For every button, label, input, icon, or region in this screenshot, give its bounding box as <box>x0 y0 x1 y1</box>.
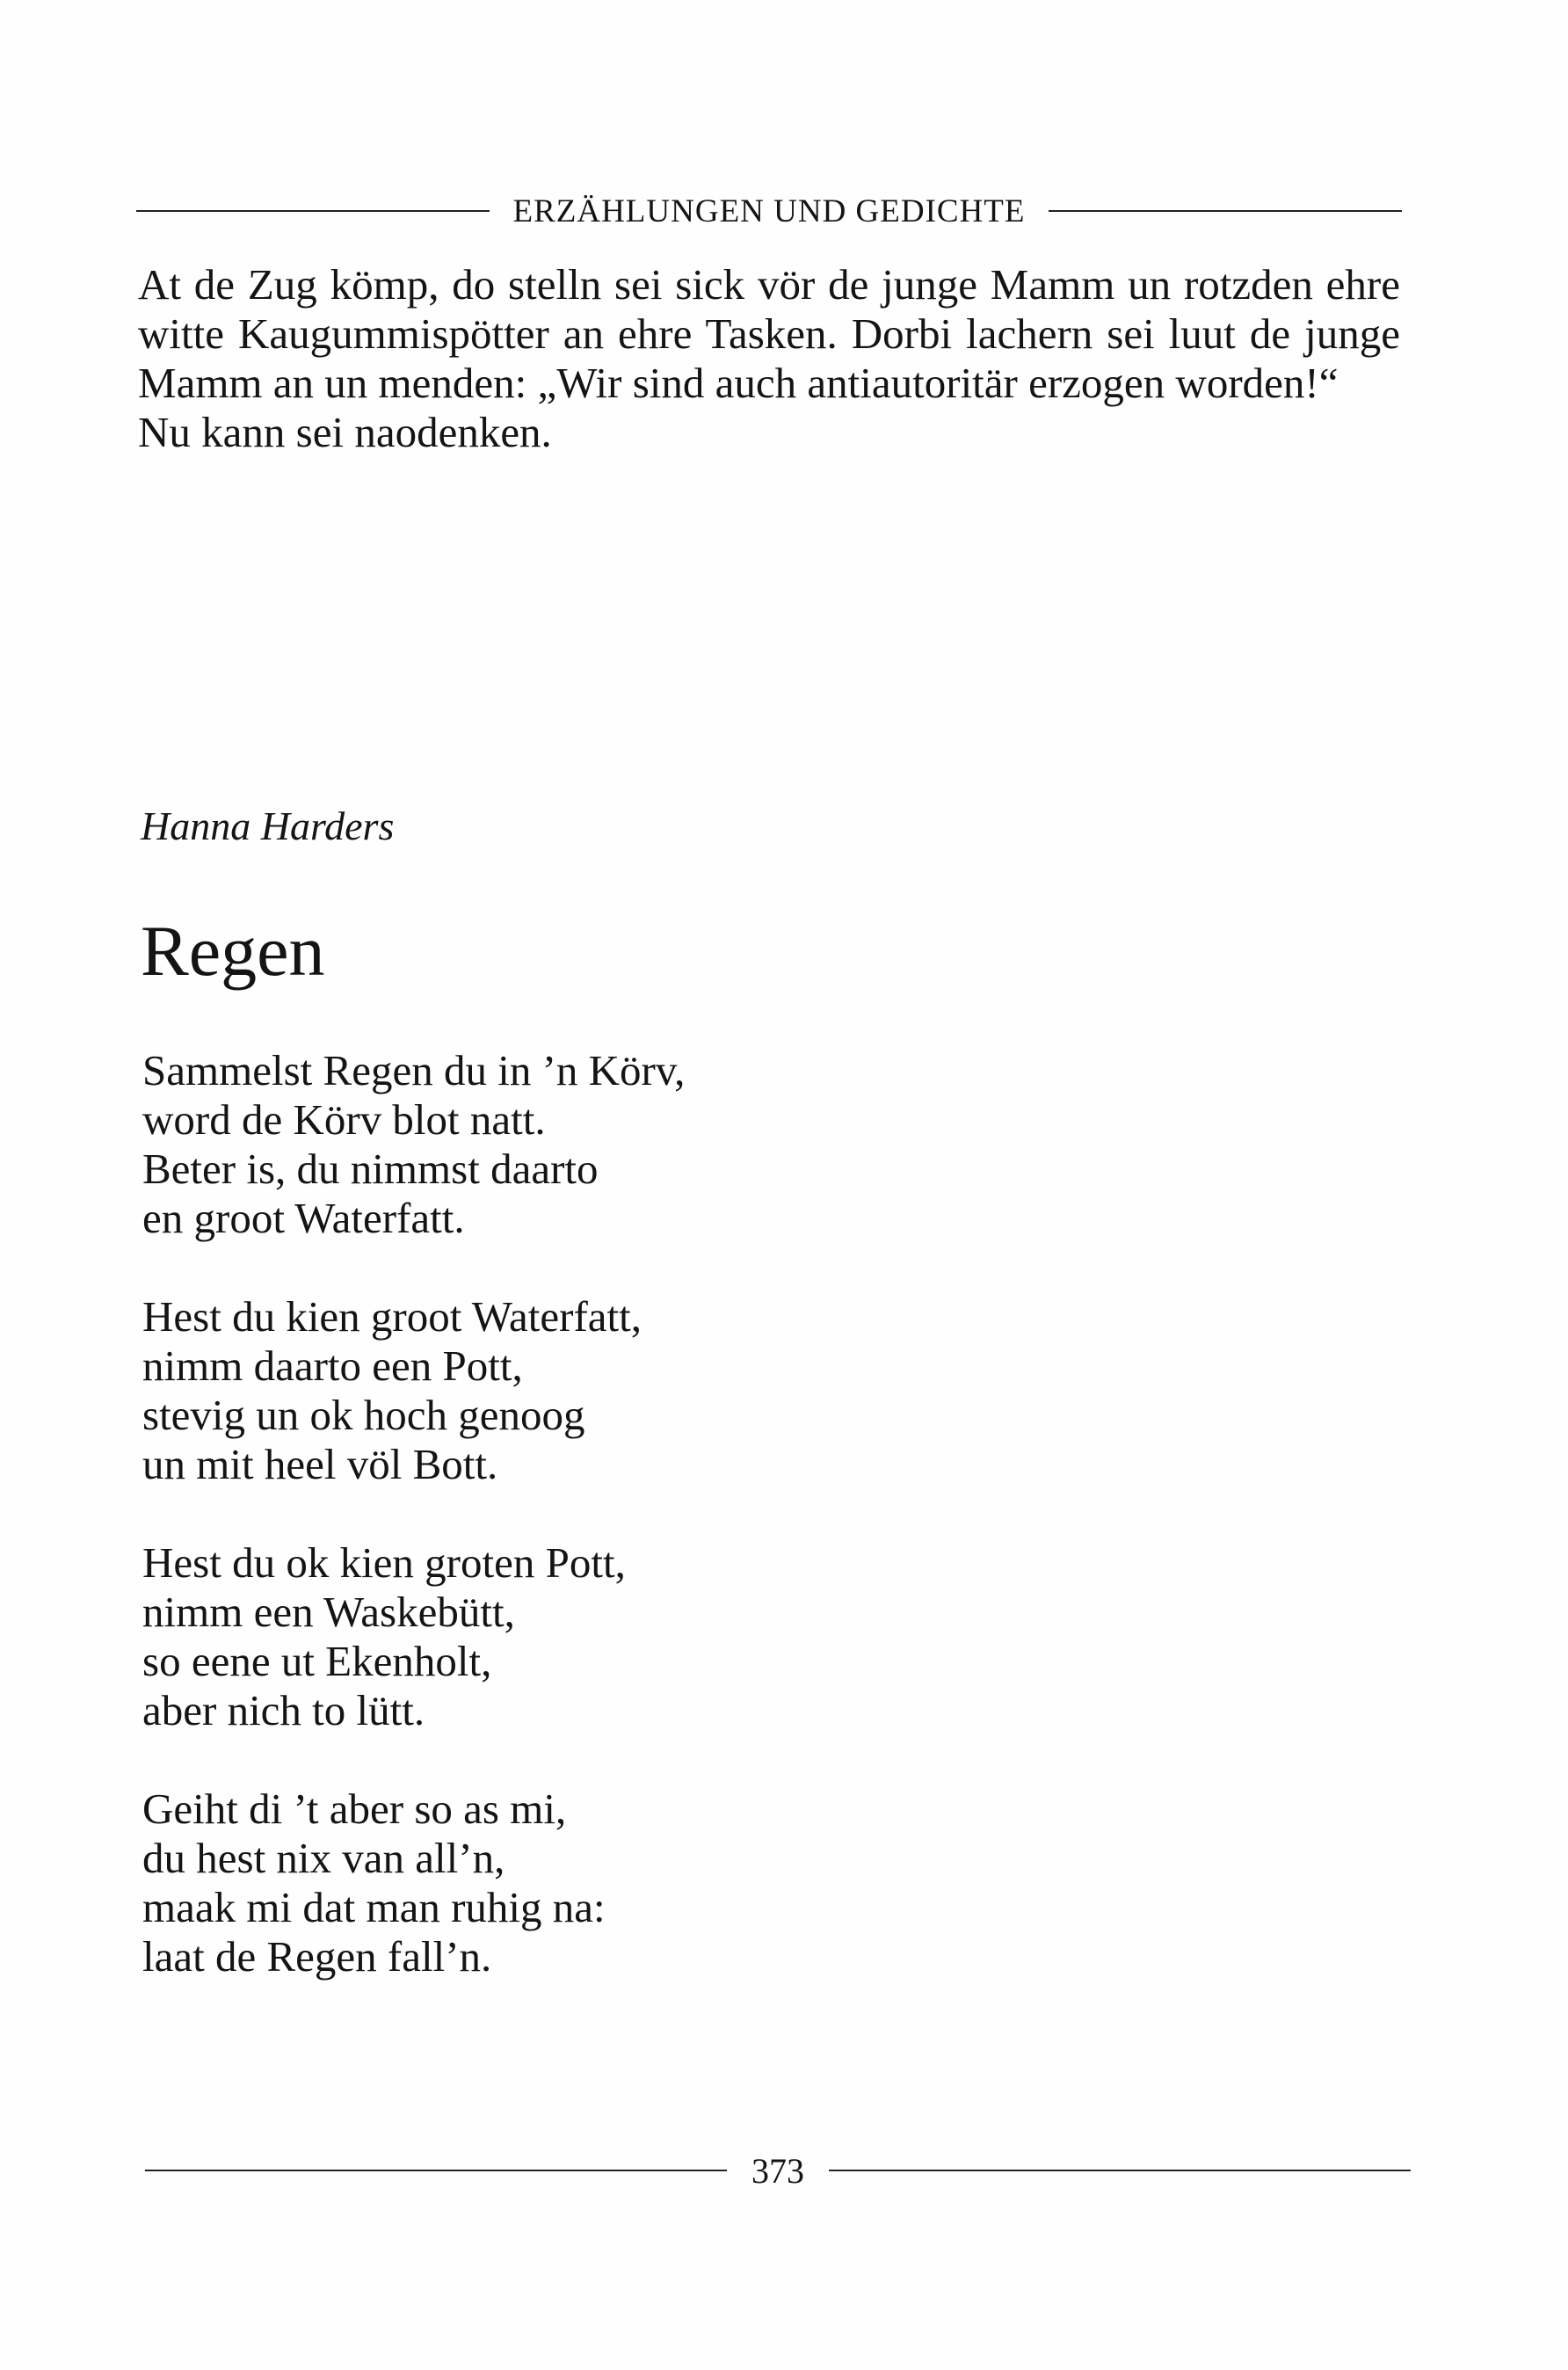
poem-stanza <box>142 1046 685 1243</box>
poem-line: Geiht di ’t aber so as mi, <box>142 1785 567 1833</box>
poem-line: du hest nix van all’n, <box>142 1834 505 1882</box>
poem-line: Hest du kien groot Waterfatt, <box>142 1292 642 1341</box>
running-header <box>136 192 1402 230</box>
story-ending <box>138 260 1400 457</box>
poem-stanza <box>142 1785 685 1981</box>
prose-paragraph: Nu kann sei naodenken. <box>138 408 552 456</box>
poem-line: en groot Waterfatt. <box>142 1194 465 1242</box>
poem-line: Sammelst Regen du in ’n Körv, <box>142 1046 686 1094</box>
poem-line: Hest du ok kien groten Pott, <box>142 1538 626 1587</box>
header-rule-left <box>136 210 490 212</box>
poem-stanza <box>142 1538 685 1735</box>
poem-line: aber nich to lütt. <box>142 1686 425 1734</box>
poem-line: nimm een Waskebütt, <box>142 1588 515 1636</box>
prose-paragraph: At de Zug kömp, do stelln sei sick vör de junge Mamm un rotzden ehre witte Kaugummispötter an ehre Tasken. Dorbi lachern sei luut de junge Mamm an un menden: „Wir sind auch antiautoritär erzogen worden!“ <box>138 260 1400 407</box>
header-rule-right <box>1049 210 1402 212</box>
poem-body <box>142 1046 685 2031</box>
poem-author: Hanna Harders <box>141 803 395 848</box>
poem-line: maak mi dat man ruhig na: <box>142 1883 606 1931</box>
page-number: 373 <box>751 2150 804 2191</box>
poem-line: Beter is, du nimmst daarto <box>142 1145 599 1193</box>
poem-line: un mit heel völ Bott. <box>142 1440 498 1488</box>
poem-title: Regen <box>141 911 325 991</box>
footer-rule-left <box>145 2170 727 2171</box>
poem-line: word de Körv blot natt. <box>142 1095 546 1144</box>
footer-rule-right <box>829 2170 1411 2171</box>
poem-line: nimm daarto een Pott, <box>142 1341 523 1390</box>
poem-line: laat de Regen fall’n. <box>142 1932 492 1981</box>
poem-line: stevig un ok hoch genoog <box>142 1391 585 1439</box>
header-title: ERZÄHLUNGEN UND GEDICHTE <box>512 193 1026 229</box>
page-footer <box>145 2151 1411 2190</box>
poem-stanza <box>142 1292 685 1489</box>
poem-line: so eene ut Ekenholt, <box>142 1637 492 1685</box>
